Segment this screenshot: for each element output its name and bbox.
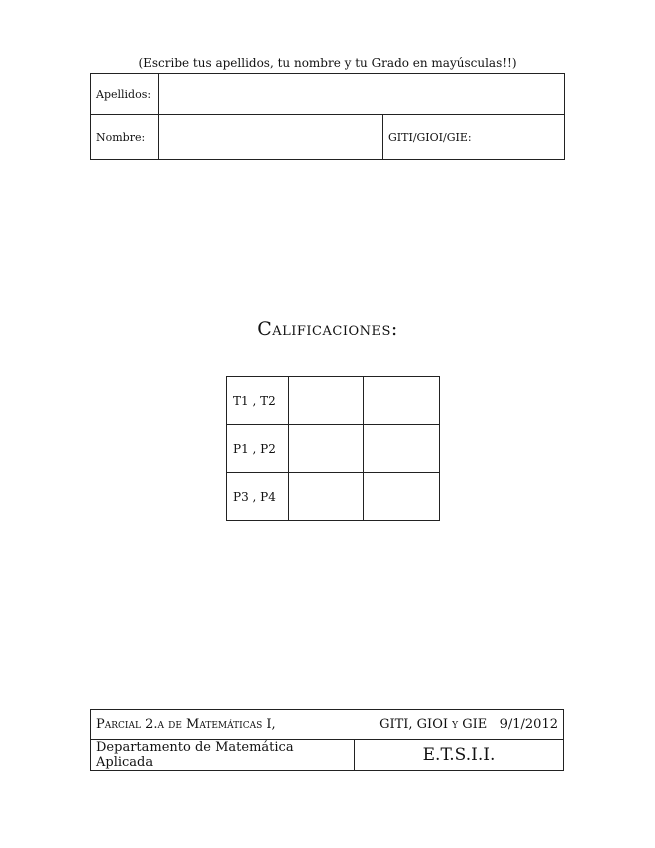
grades-row-label: P1 , P2: [227, 425, 289, 473]
grades-row-label: P3 , P4: [227, 473, 289, 521]
grades-row: [227, 473, 440, 521]
grado-field[interactable]: [383, 115, 565, 160]
grade-cell: [364, 377, 440, 425]
grades-row: [227, 377, 440, 425]
exam-footer: [90, 709, 564, 771]
grade-cell: [289, 377, 364, 425]
exam-title: Parcial 2.a de Matemáticas I,: [96, 717, 276, 732]
grades-row-label: T1 , T2: [227, 377, 289, 425]
apellidos-field[interactable]: [159, 74, 565, 115]
nombre-label: Nombre:: [91, 115, 159, 160]
nombre-field[interactable]: [159, 115, 383, 160]
apellidos-label: Apellidos:: [91, 74, 159, 115]
school-name: E.T.S.I.I.: [355, 740, 564, 771]
grade-cell: [364, 473, 440, 521]
grades-title: Calificaciones:: [257, 318, 398, 340]
grade-cell: [364, 425, 440, 473]
grade-cell: [289, 473, 364, 521]
department-name: Departamento de Matemática Aplicada: [91, 740, 355, 771]
exam-degrees: GITI, GIOI y GIE: [379, 717, 488, 732]
grades-table: [226, 376, 440, 521]
grade-cell: [289, 425, 364, 473]
student-info-table: [90, 73, 565, 160]
grades-row: [227, 425, 440, 473]
instruction-text: (Escribe tus apellidos, tu nombre y tu Grado en mayúsculas!!): [138, 56, 517, 70]
exam-info: [91, 710, 564, 740]
exam-date: 9/1/2012: [499, 717, 558, 732]
grado-label: GITI/GIOI/GIE:: [388, 130, 472, 144]
